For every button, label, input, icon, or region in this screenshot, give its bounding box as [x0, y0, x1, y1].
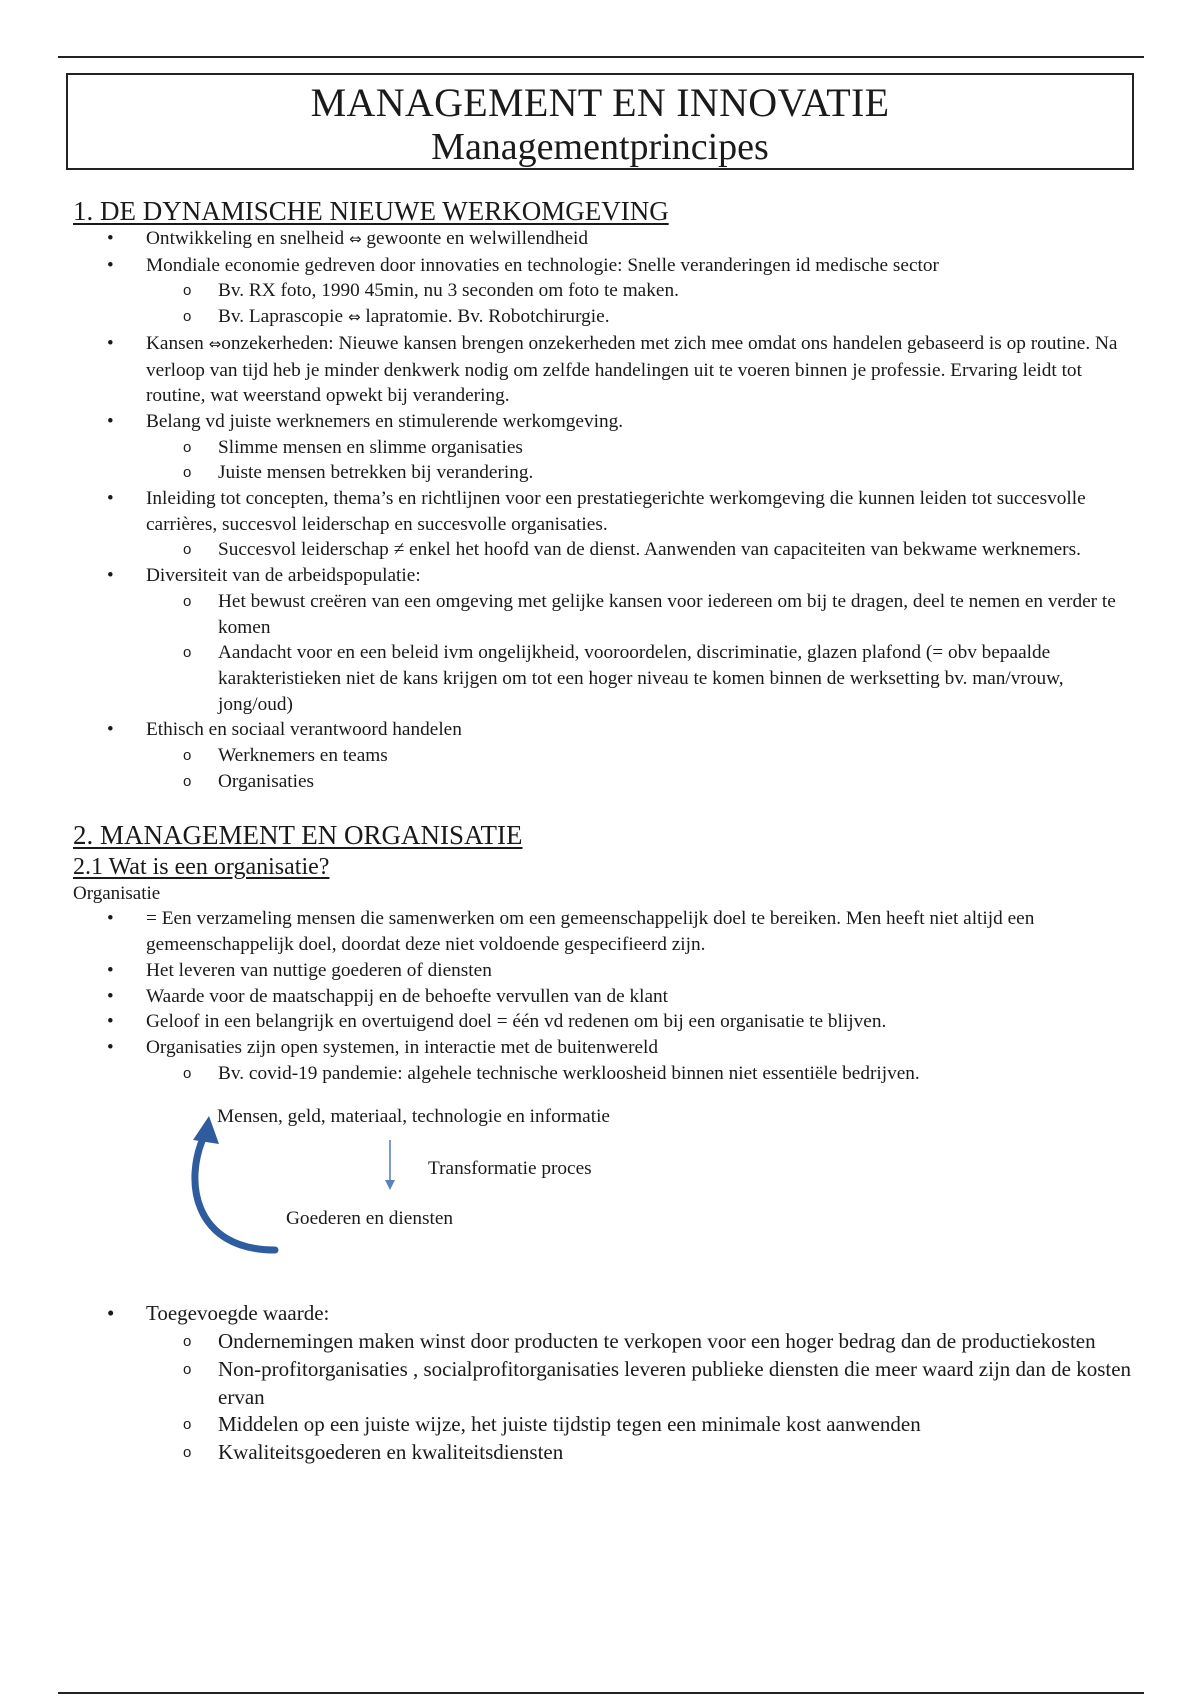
section-2-heading: 2. MANAGEMENT EN ORGANISATIE: [73, 820, 523, 851]
list-item: • = Een verzameling mensen die samenwerken om een gemeenschappelijk doel te bereiken. Men heeft niet altijd een gemeenschappelijk doel, doordat deze niet voldoende gespecifieerd zijn.: [73, 906, 1133, 957]
sub-list: [146, 435, 1133, 486]
down-arrowhead: [385, 1180, 395, 1190]
list-item: [73, 563, 1133, 717]
list-item-text: Ontwikkeling en snelheid: [146, 228, 349, 249]
list-item-text: onzekerheden: Nieuwe kansen brengen onzekerheden met zich mee omdat ons handelen gebaseerd is op routine. Na verloop van tijd heb je minder denkwerk nodig om zelfde handelingen uit te voeren binnen je professie. Ervaring leidt tot routine, wat weerstand opwekt bij verandering.: [146, 332, 1118, 407]
document-subtitle: Managementprincipes: [431, 126, 769, 168]
sub-list-item: o Slimme mensen en slimme organisaties: [73, 435, 1133, 461]
added-value-block: [73, 1300, 1133, 1466]
list-item: • Het leveren van nuttige goederen of diensten: [73, 958, 1133, 984]
diagram-output-label: Goederen en diensten: [286, 1208, 454, 1230]
sub-list-item: [73, 304, 1133, 331]
sub-list: [146, 589, 1133, 718]
list-item-text: Inleiding tot concepten, thema’s en richtlijnen voor een prestatiegerichte werkomgeving die kunnen leiden tot succesvolle carrières, succesvol leiderschap en succesvolle organisaties.: [146, 488, 1086, 535]
sub-list: [146, 1328, 1133, 1467]
list-item: [73, 1300, 1133, 1466]
list-item-text: Organisaties zijn open systemen, in interactie met de buitenwereld: [146, 1036, 659, 1058]
sub-list-item: o Non-profitorganisaties , socialprofitorganisaties leveren publieke diensten die meer waard zijn dan de kosten ervan: [73, 1356, 1133, 1411]
list-item: [73, 1035, 1133, 1086]
sub-list-item: o Organisaties: [73, 769, 1133, 795]
sub-list-item: o Bv. covid-19 pandemie: algehele technische werkloosheid binnen niet essentiële bedrijven.: [73, 1061, 1133, 1087]
sub-list: [146, 743, 1133, 794]
list-item-text: Mondiale economie gedreven door innovaties en technologie: Snelle veranderingen id medische sector: [146, 254, 939, 276]
list-item-text: Belang vd juiste werknemers en stimulerende werkomgeving.: [146, 410, 624, 432]
added-value-list: [73, 1300, 1133, 1466]
double-arrow-icon: ⇔: [208, 334, 222, 353]
list-item-text: Bv. Laprascopie: [218, 306, 348, 328]
list-item: [73, 409, 1133, 486]
section-1-heading: 1. DE DYNAMISCHE NIEUWE WERKOMGEVING: [73, 196, 669, 226]
list-item: [73, 486, 1133, 563]
title-box: [66, 73, 1134, 170]
sub-list-item: o Aandacht voor en een beleid ivm ongelijkheid, vooroordelen, discriminatie, glazen plafond (= obv bepaalde karakteristieken niet de kans krijgen om tot een hoger niveau te komen binnen de werksetting bv. man/vrouw, jong/oud): [73, 640, 1133, 717]
sub-list-item: o Werknemers en teams: [73, 743, 1133, 769]
list-item-text: Kansen: [146, 332, 209, 354]
diagram-arrows: [73, 1100, 773, 1300]
diagram-input-label: Mensen, geld, materiaal, technologie en informatie: [217, 1106, 610, 1128]
document-body: [73, 196, 1133, 1467]
sub-list: [146, 537, 1133, 563]
sub-list-item: o Juiste mensen betrekken bij verandering.: [73, 460, 1133, 486]
list-item-text: Ethisch en sociaal verantwoord handelen: [146, 719, 462, 741]
sub-list-item: o Middelen op een juiste wijze, het juiste tijdstip tegen een minimale kost aanwenden: [73, 1411, 1133, 1439]
section-2-list: [73, 906, 1133, 1086]
sub-list-item: o Succesvol leiderschap ≠ enkel het hoofd van de dienst. Aanwenden van capaciteiten van bekwame werknemers.: [73, 537, 1133, 563]
bottom-rule: [58, 1692, 1144, 1694]
list-item: [73, 331, 1133, 409]
list-item: • Waarde voor de maatschappij en de behoefte vervullen van de klant: [73, 984, 1133, 1010]
diagram-process-label: Transformatie proces: [428, 1158, 592, 1180]
sub-list-item: o Het bewust creëren van een omgeving met gelijke kansen voor iedereen om bij te dragen, deel te nemen en verder te komen: [73, 589, 1133, 640]
double-arrow-icon: ⇔: [347, 308, 361, 327]
list-item-text: Toegevoegde waarde:: [146, 1301, 330, 1326]
double-arrow-icon: ⇔: [348, 230, 362, 248]
sub-list-item: o Bv. RX foto, 1990 45min, nu 3 seconden om foto te maken.: [73, 278, 1133, 304]
document-title: MANAGEMENT EN INNOVATIE: [310, 80, 890, 125]
section-1-list: [73, 226, 1133, 794]
organisatie-label: Organisatie: [73, 883, 161, 905]
sub-list: [146, 278, 1133, 330]
sub-list-item: o Kwaliteitsgoederen en kwaliteitsdiensten: [73, 1439, 1133, 1467]
list-item-text: lapratomie. Bv. Robotchirurgie.: [360, 306, 610, 328]
list-item: [73, 253, 1133, 331]
list-item-text: Diversiteit van de arbeidspopulatie:: [146, 565, 421, 587]
transformation-diagram: [73, 1100, 1133, 1300]
list-item: [73, 226, 1133, 253]
top-rule: [58, 56, 1144, 58]
sub-list-item: o Ondernemingen maken winst door producten te verkopen voor een hoger bedrag dan de productiekosten: [73, 1328, 1133, 1356]
list-item: • Geloof in een belangrijk en overtuigend doel = één vd redenen om bij een organisatie te blijven.: [73, 1009, 1133, 1035]
cycle-arrow-icon: [195, 1134, 275, 1250]
list-item-text: gewoonte en welwillendheid: [361, 228, 589, 249]
sub-list: [146, 1061, 1133, 1087]
section-2-1-heading: 2.1 Wat is een organisatie?: [73, 854, 330, 881]
cycle-arrowhead: [193, 1116, 219, 1144]
list-item: [73, 717, 1133, 794]
